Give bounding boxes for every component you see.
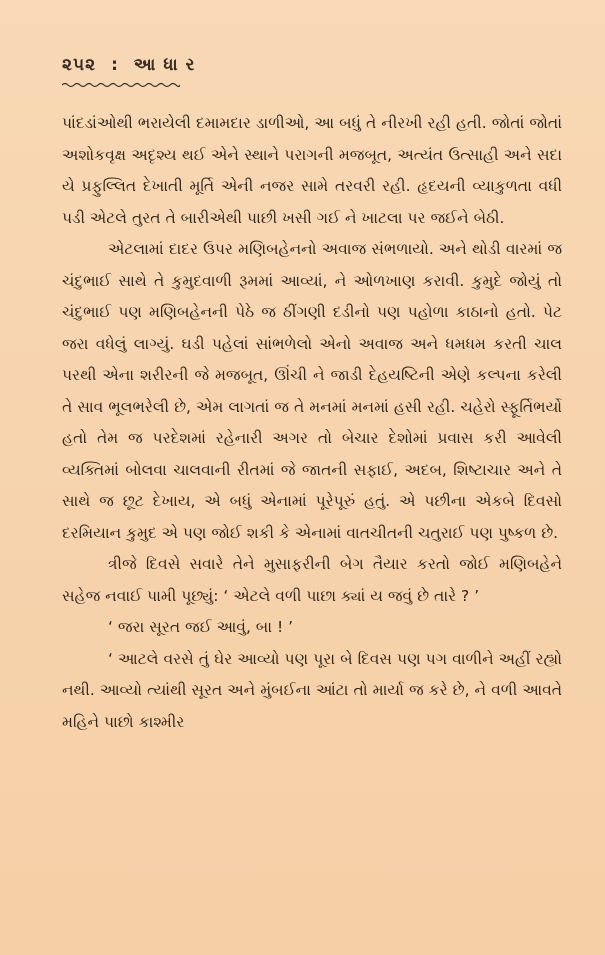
paragraph: એટલામાં દાદર ઉપર મણિબહેનનો અવાજ સંભળાયો. અને થોડી વારમાં જ ચંદુભાઈ સાથે તે કુમુદવાળી રૂમમાં આવ્યાં, ને ઓળખાણ કરાવી. કુમુદે જોયું તો ચંદુભાઈ પણ મણિબહેનની પેઠે જ ઠીંગણી દડીનો પણ પહોળા કાઠાનો હતો. પેટ જરા વધેલું લાગ્યું. ઘડી પહેલાં સાંભળેલો એનો અવાજ અને ધમધમ કરતી ચાલ પરથી એના શરીરની જે મજબૂત, ઊંચી ને જાડી દેહયષ્ટિની એણે કલ્પના કરેલી તે સાવ ભૂલભરેલી છે, એમ લાગતાં જ તે મનમાં મનમાં હસી રહી. ચહેરો સ્ફૂર્તિભર્યો હતો તેમ જ પરદેશમાં રહેનારી અગર તો બેચાર દેશોમાં પ્રવાસ કરી આવેલી વ્યક્તિમાં બોલવા ચાલવાની રીતમાં જે જાતની સફાઈ, અદબ, શિષ્ટાચાર અને તે સાથે જ છૂટ દેખાય, એ બધું એનામાં પૂરેપૂરું હતું. એ પછીના એકબે દિવસો દરમિયાન કુમુદ એ પણ જોઈ શકી કે એનામાં વાતચીતની ચતુરાઈ પણ પુષ્કળ છે.	[62, 240, 562, 542]
paragraph: ‘ જરા સૂરત જઈ આવું, બા ! ’	[108, 618, 294, 636]
chapter-title: આ ધા ર	[133, 55, 196, 75]
header-separator: :	[111, 55, 119, 75]
paragraph: ત્રીજે દિવસે સવારે તેને મુસાફરીની બેગ તૈયાર કરતો જોઈ મણિબહેને સહેજ નવાઈ પામી પૂછ્યું: ‘ એટલે વળી પાછા ક્યાં ય જવું છે તારે ? ’	[62, 555, 562, 605]
paragraph: ‘ આટલે વરસે તું ઘેર આવ્યો પણ પૂરા બે દિવસ પણ પગ વાળીને અહીં રહ્યો નથી. આવ્યો ત્યાંથી સૂરત અને મુંબઈના આંટા તો માર્યા જ કરે છે, ને વળી આવતે મહિને પાછો કાશ્મીર	[62, 649, 562, 731]
body-text	[62, 108, 562, 738]
paragraph: પાંદડાંઓથી ભરાયેલી દમામદાર ડાળીઓ, આ બધું તે નીરખી રહી હતી. જોતાં જોતાં અશોકવૃક્ષ અદૃશ્ય થઈ એને સ્થાને પરાગની મજબૂત, અત્યંત ઉત્સાહી અને સદા યે પ્રફુલ્લિત દેખાતી મૂર્તિ એની નજર સામે તરવરી રહી. હૃદયની વ્યાકુળતા વધી પડી એટલે તુરત તે બારીએથી પાછી ખસી ગઈ ને ખાટલા પર જઈને બેઠી.	[62, 114, 562, 227]
running-header	[62, 55, 195, 75]
header-wavy-rule	[62, 82, 180, 88]
page-number: ૨૫૨	[62, 55, 97, 75]
